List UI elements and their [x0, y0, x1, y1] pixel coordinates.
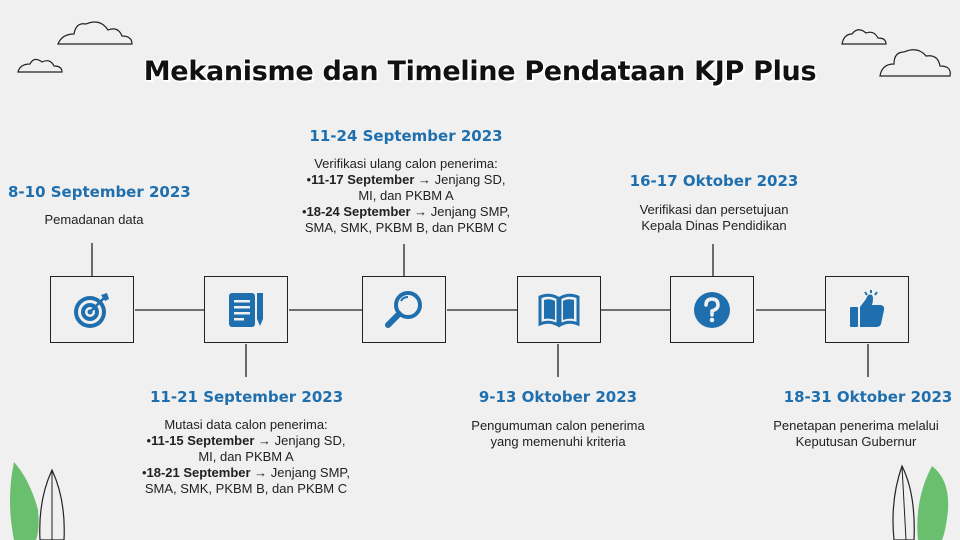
step-3-desc — [288, 156, 524, 236]
step-5-desc-line-2: Kepala Dinas Pendidikan — [641, 218, 787, 233]
step-1-box — [50, 276, 134, 343]
step-3-bullet-2-cont: SMA, SMK, PKBM B, dan PKBM C — [304, 220, 508, 235]
step-6-date: 18-31 Oktober 2023 — [783, 388, 953, 406]
leaf-decoration — [893, 466, 948, 540]
step-1-desc: Pemadanan data — [44, 212, 144, 227]
step-2-bullet-1-text: → Jenjang SD, — [254, 433, 346, 448]
step-2-bullet-2-bold: 18-21 September — [146, 465, 251, 480]
cloud-icon — [58, 22, 132, 44]
step-3-bullet-2: •18-24 September → Jenjang SMP, — [301, 204, 511, 219]
thumbs-up-icon — [846, 289, 888, 331]
step-3-desc-intro: Verifikasi ulang calon penerima: — [314, 156, 498, 171]
step-5-desc — [606, 202, 822, 234]
cloud-icon — [842, 30, 886, 44]
page-title: Mekanisme dan Timeline Pendataan KJP Plus — [143, 56, 817, 87]
step-2-box — [204, 276, 288, 343]
step-2-bullet-2-text: → Jenjang SMP, — [250, 465, 351, 480]
document-pen-icon — [225, 289, 267, 331]
step-4-desc — [450, 418, 666, 450]
step-6-desc-line-1: Penetapan penerima melalui — [773, 418, 939, 433]
step-2-date: 11-21 September 2023 — [150, 388, 344, 406]
step-2-bullet-1-cont: MI, dan PKBM A — [198, 449, 294, 464]
magnifier-icon — [383, 289, 425, 331]
step-5-date: 16-17 Oktober 2023 — [629, 172, 799, 190]
step-3-bullet-1-text: → Jenjang SD, — [414, 172, 506, 187]
step-3-bullet-1-cont: MI, dan PKBM A — [358, 188, 454, 203]
step-1-date: 8-10 September 2023 — [8, 183, 191, 201]
step-3-bullet-2-text: → Jenjang SMP, — [410, 204, 511, 219]
step-6-box — [825, 276, 909, 343]
step-4-desc-line-1: Pengumuman calon penerima — [471, 418, 645, 433]
book-icon — [537, 289, 581, 331]
step-3-date: 11-24 September 2023 — [309, 127, 503, 145]
step-3-bullet-1: •11-17 September → Jenjang SD, — [306, 172, 506, 187]
step-2-bullet-1-bold: 11-15 September — [151, 433, 255, 448]
step-5-desc-line-1: Verifikasi dan persetujuan — [639, 202, 789, 217]
step-3-bullet-2-bold: 18-24 September — [306, 204, 411, 219]
step-2-bullet-2-cont: SMA, SMK, PKBM B, dan PKBM C — [144, 481, 348, 496]
step-3-bullet-1-bold: 11-17 September — [311, 172, 415, 187]
step-2-bullet-1: •11-15 September → Jenjang SD, — [146, 433, 346, 448]
step-6-desc-line-2: Keputusan Gubernur — [795, 434, 917, 449]
step-4-desc-line-2: yang memenuhi kriteria — [490, 434, 626, 449]
step-4-date: 9-13 Oktober 2023 — [478, 388, 638, 406]
question-icon — [691, 289, 733, 331]
step-3-box — [362, 276, 446, 343]
target-icon — [71, 289, 113, 331]
step-5-box — [670, 276, 754, 343]
step-4-box — [517, 276, 601, 343]
step-2-desc-intro: Mutasi data calon penerima: — [164, 417, 328, 432]
step-2-desc — [130, 417, 362, 497]
step-2-bullet-2: •18-21 September → Jenjang SMP, — [141, 465, 351, 480]
leaf-decoration — [10, 462, 64, 540]
step-6-desc — [752, 418, 960, 450]
